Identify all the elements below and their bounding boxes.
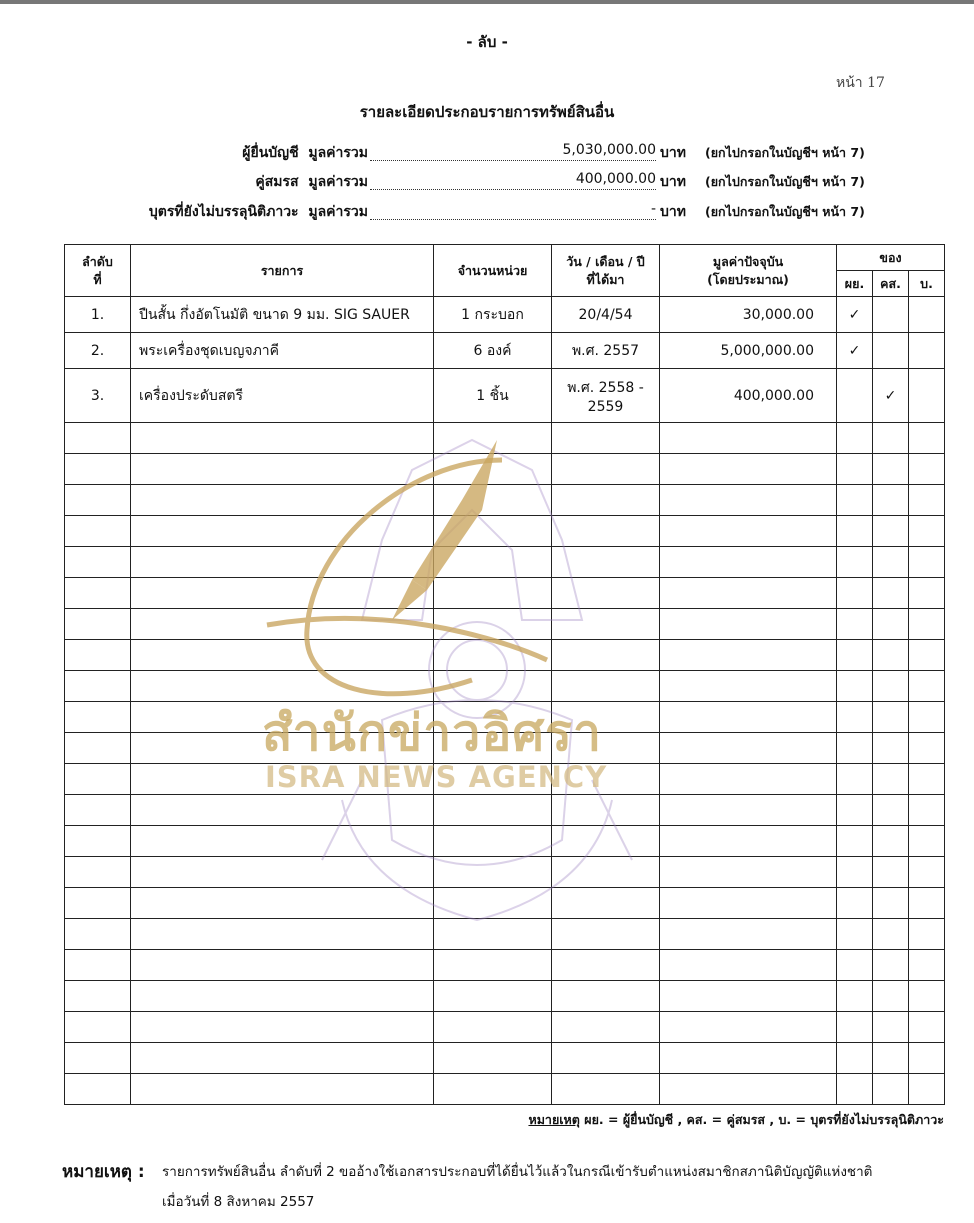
header-owner: ของ	[837, 245, 945, 271]
empty-cell	[660, 640, 837, 671]
empty-cell	[909, 578, 945, 609]
watermark-thai-text: สำนักข่าวอิศรา	[262, 704, 603, 762]
cell-item: พระเครื่องชุดเบญจภาคี	[131, 333, 434, 369]
empty-cell	[131, 981, 434, 1012]
empty-cell	[131, 1012, 434, 1043]
empty-table-row	[65, 485, 945, 516]
remark-line-1: รายการทรัพย์สินอื่น ลำดับที่ 2 ขออ้างใช้เอกสารประกอบที่ได้ยื่นไว้แล้วในกรณีเข้ารับตำแหน่งสมาชิกสภานิติบัญญัติแห่งชาติ	[162, 1164, 873, 1180]
summary-who: คู่สมรส มูลค่ารวม	[255, 174, 368, 190]
empty-cell	[660, 826, 837, 857]
secret-mark: - ลับ -	[466, 33, 508, 51]
empty-cell	[434, 795, 552, 826]
summary-value: 5,030,000.00	[370, 142, 656, 161]
top-scan-edge	[0, 0, 974, 4]
empty-cell	[660, 857, 837, 888]
empty-cell	[873, 609, 909, 640]
empty-cell	[660, 981, 837, 1012]
empty-cell	[873, 795, 909, 826]
empty-cell	[837, 702, 873, 733]
summary-who: ผู้ยื่นบัญชี มูลค่ารวม	[242, 145, 368, 161]
empty-cell	[909, 702, 945, 733]
empty-table-row	[65, 1043, 945, 1074]
remark-line-2: เมื่อวันที่ 8 สิงหาคม 2557	[162, 1194, 315, 1210]
empty-cell	[65, 1074, 131, 1105]
empty-cell	[660, 733, 837, 764]
cell-item: เครื่องประดับสตรี	[131, 369, 434, 423]
empty-table-row	[65, 981, 945, 1012]
asset-table	[64, 244, 945, 1105]
empty-cell	[434, 857, 552, 888]
empty-cell	[131, 547, 434, 578]
empty-cell	[552, 640, 660, 671]
empty-cell	[131, 423, 434, 454]
empty-cell	[660, 1012, 837, 1043]
cell-item: ปืนสั้น กึ่งอัตโนมัติ ขนาด 9 มม. SIG SAUER	[131, 297, 434, 333]
empty-cell	[660, 919, 837, 950]
empty-cell	[873, 1012, 909, 1043]
empty-cell	[131, 640, 434, 671]
empty-cell	[65, 950, 131, 981]
empty-cell	[873, 671, 909, 702]
empty-table-row	[65, 950, 945, 981]
cell-qty: 1 ชิ้น	[434, 369, 552, 423]
empty-cell	[131, 578, 434, 609]
legend-title: หมายเหตุ	[528, 1112, 580, 1127]
empty-table-row	[65, 640, 945, 671]
header-owner-spouse: คส.	[873, 271, 909, 297]
summary-value: 400,000.00	[370, 171, 656, 190]
check-declarant: ✓	[837, 333, 873, 369]
empty-cell	[131, 485, 434, 516]
header-qty: จำนวนหน่วย	[434, 245, 552, 297]
check-spouse	[873, 297, 909, 333]
empty-cell	[552, 1012, 660, 1043]
cell-date: พ.ศ. 2558 - 2559	[552, 369, 660, 423]
empty-cell	[909, 857, 945, 888]
empty-cell	[909, 423, 945, 454]
empty-cell	[65, 454, 131, 485]
summary-value: -	[370, 201, 656, 220]
empty-table-row	[65, 454, 945, 485]
empty-cell	[837, 950, 873, 981]
cell-no: 3.	[65, 369, 131, 423]
empty-cell	[837, 1043, 873, 1074]
empty-cell	[909, 764, 945, 795]
summary-row-declarant	[0, 142, 974, 164]
empty-cell	[873, 950, 909, 981]
empty-cell	[552, 547, 660, 578]
empty-cell	[660, 764, 837, 795]
empty-cell	[65, 578, 131, 609]
empty-cell	[65, 1012, 131, 1043]
empty-cell	[552, 454, 660, 485]
cell-no: 1.	[65, 297, 131, 333]
empty-cell	[65, 516, 131, 547]
empty-cell	[65, 981, 131, 1012]
empty-cell	[131, 454, 434, 485]
empty-cell	[837, 578, 873, 609]
empty-cell	[434, 516, 552, 547]
empty-cell	[552, 857, 660, 888]
empty-cell	[552, 609, 660, 640]
empty-cell	[909, 516, 945, 547]
empty-cell	[660, 454, 837, 485]
empty-cell	[131, 888, 434, 919]
empty-cell	[65, 485, 131, 516]
empty-cell	[660, 702, 837, 733]
cell-no: 2.	[65, 333, 131, 369]
empty-cell	[660, 423, 837, 454]
empty-cell	[909, 609, 945, 640]
empty-cell	[131, 919, 434, 950]
empty-cell	[65, 733, 131, 764]
table-row	[65, 333, 945, 369]
empty-cell	[873, 888, 909, 919]
empty-cell	[65, 671, 131, 702]
empty-cell	[131, 609, 434, 640]
empty-cell	[909, 888, 945, 919]
empty-cell	[552, 1043, 660, 1074]
empty-cell	[909, 485, 945, 516]
empty-cell	[65, 423, 131, 454]
empty-cell	[909, 547, 945, 578]
empty-cell	[131, 857, 434, 888]
empty-cell	[909, 733, 945, 764]
empty-cell	[434, 578, 552, 609]
empty-cell	[909, 826, 945, 857]
empty-cell	[660, 1074, 837, 1105]
header-no: ลำดับ ที่	[65, 245, 131, 297]
empty-cell	[909, 454, 945, 485]
empty-cell	[65, 702, 131, 733]
empty-cell	[837, 795, 873, 826]
empty-table-row	[65, 609, 945, 640]
check-child	[909, 297, 945, 333]
empty-cell	[552, 485, 660, 516]
empty-cell	[552, 826, 660, 857]
empty-cell	[873, 423, 909, 454]
empty-cell	[434, 454, 552, 485]
cell-value: 5,000,000.00	[660, 333, 837, 369]
empty-cell	[552, 795, 660, 826]
empty-cell	[131, 950, 434, 981]
empty-cell	[837, 857, 873, 888]
empty-table-row	[65, 1012, 945, 1043]
empty-cell	[65, 640, 131, 671]
watermark-english-text: ISRA NEWS AGENCY	[265, 760, 608, 794]
cell-qty: 6 องค์	[434, 333, 552, 369]
empty-cell	[873, 826, 909, 857]
cell-value: 30,000.00	[660, 297, 837, 333]
empty-cell	[434, 485, 552, 516]
cell-qty: 1 กระบอก	[434, 297, 552, 333]
empty-cell	[837, 547, 873, 578]
empty-cell	[873, 640, 909, 671]
empty-cell	[837, 1074, 873, 1105]
empty-cell	[909, 671, 945, 702]
empty-cell	[873, 764, 909, 795]
empty-cell	[434, 609, 552, 640]
empty-cell	[837, 919, 873, 950]
empty-cell	[873, 547, 909, 578]
empty-cell	[65, 857, 131, 888]
empty-cell	[837, 671, 873, 702]
empty-table-row	[65, 888, 945, 919]
empty-table-row	[65, 516, 945, 547]
empty-cell	[434, 826, 552, 857]
empty-cell	[131, 1043, 434, 1074]
empty-cell	[660, 609, 837, 640]
empty-cell	[65, 795, 131, 826]
check-child	[909, 369, 945, 423]
summary-row-spouse	[0, 171, 974, 193]
empty-cell	[131, 1074, 434, 1105]
empty-cell	[434, 1012, 552, 1043]
empty-cell	[837, 888, 873, 919]
empty-cell	[873, 702, 909, 733]
empty-cell	[873, 516, 909, 547]
cell-date: พ.ศ. 2557	[552, 333, 660, 369]
page-number: หน้า 17	[836, 75, 885, 91]
empty-cell	[873, 485, 909, 516]
empty-cell	[909, 981, 945, 1012]
empty-cell	[131, 826, 434, 857]
empty-cell	[434, 1074, 552, 1105]
empty-cell	[873, 1074, 909, 1105]
empty-cell	[837, 981, 873, 1012]
legend-text: ผย. = ผู้ยื่นบัญชี , คส. = คู่สมรส , บ. = บุตรที่ยังไม่บรรลุนิติภาวะ	[584, 1112, 944, 1127]
empty-cell	[660, 485, 837, 516]
empty-table-row	[65, 795, 945, 826]
empty-cell	[837, 764, 873, 795]
empty-cell	[837, 733, 873, 764]
summary-note: (ยกไปกรอกในบัญชีฯ หน้า 7)	[705, 174, 865, 189]
header-date: วัน / เดือน / ปี ที่ได้มา	[552, 245, 660, 297]
cell-date: 20/4/54	[552, 297, 660, 333]
empty-cell	[873, 578, 909, 609]
empty-cell	[660, 578, 837, 609]
empty-cell	[837, 485, 873, 516]
empty-cell	[552, 919, 660, 950]
empty-cell	[434, 950, 552, 981]
empty-cell	[552, 981, 660, 1012]
document-title: รายละเอียดประกอบรายการทรัพย์สินอื่น	[359, 103, 615, 121]
empty-cell	[65, 1043, 131, 1074]
empty-cell	[837, 826, 873, 857]
summary-who: บุตรที่ยังไม่บรรลุนิติภาวะ มูลค่ารวม	[148, 204, 368, 220]
empty-cell	[65, 888, 131, 919]
empty-cell	[837, 516, 873, 547]
empty-cell	[873, 733, 909, 764]
remark-label: หมายเหตุ :	[62, 1162, 145, 1182]
empty-cell	[837, 609, 873, 640]
empty-cell	[552, 888, 660, 919]
empty-table-row	[65, 826, 945, 857]
empty-cell	[434, 919, 552, 950]
header-owner-declarant: ผย.	[837, 271, 873, 297]
empty-cell	[909, 950, 945, 981]
summary-unit: บาท	[660, 145, 686, 161]
empty-cell	[65, 764, 131, 795]
check-declarant	[837, 369, 873, 423]
empty-cell	[873, 981, 909, 1012]
empty-cell	[552, 578, 660, 609]
summary-unit: บาท	[660, 174, 686, 190]
empty-table-row	[65, 547, 945, 578]
empty-cell	[65, 919, 131, 950]
header-value: มูลค่าปัจจุบัน (โดยประมาณ)	[660, 245, 837, 297]
empty-cell	[434, 981, 552, 1012]
check-child	[909, 333, 945, 369]
cell-value: 400,000.00	[660, 369, 837, 423]
empty-cell	[660, 516, 837, 547]
empty-cell	[837, 454, 873, 485]
summary-row-children	[0, 201, 974, 223]
empty-cell	[552, 423, 660, 454]
empty-cell	[909, 1012, 945, 1043]
summary-note: (ยกไปกรอกในบัญชีฯ หน้า 7)	[705, 145, 865, 160]
empty-cell	[552, 1074, 660, 1105]
empty-table-row	[65, 578, 945, 609]
empty-cell	[65, 609, 131, 640]
empty-cell	[909, 795, 945, 826]
empty-cell	[909, 1074, 945, 1105]
empty-table-row	[65, 857, 945, 888]
summary-unit: บาท	[660, 204, 686, 220]
header-item: รายการ	[131, 245, 434, 297]
empty-cell	[837, 1012, 873, 1043]
empty-cell	[434, 423, 552, 454]
empty-cell	[434, 547, 552, 578]
empty-cell	[873, 1043, 909, 1074]
empty-cell	[434, 1043, 552, 1074]
empty-table-row	[65, 1074, 945, 1105]
empty-cell	[873, 454, 909, 485]
empty-table-row	[65, 919, 945, 950]
empty-cell	[660, 888, 837, 919]
empty-cell	[837, 640, 873, 671]
empty-cell	[65, 547, 131, 578]
empty-cell	[909, 640, 945, 671]
empty-cell	[909, 1043, 945, 1074]
empty-cell	[660, 547, 837, 578]
empty-cell	[660, 1043, 837, 1074]
empty-table-row	[65, 423, 945, 454]
empty-cell	[660, 950, 837, 981]
empty-cell	[65, 826, 131, 857]
empty-cell	[434, 640, 552, 671]
check-spouse	[873, 333, 909, 369]
empty-cell	[660, 671, 837, 702]
check-declarant: ✓	[837, 297, 873, 333]
empty-cell	[660, 795, 837, 826]
empty-cell	[131, 516, 434, 547]
empty-cell	[837, 423, 873, 454]
table-row	[65, 369, 945, 423]
empty-cell	[873, 919, 909, 950]
header-owner-child: บ.	[909, 271, 945, 297]
empty-cell	[131, 795, 434, 826]
summary-note: (ยกไปกรอกในบัญชีฯ หน้า 7)	[705, 204, 865, 219]
abbreviation-legend	[528, 1110, 944, 1130]
empty-cell	[552, 950, 660, 981]
check-spouse: ✓	[873, 369, 909, 423]
empty-cell	[552, 516, 660, 547]
table-row	[65, 297, 945, 333]
empty-cell	[909, 919, 945, 950]
empty-cell	[873, 857, 909, 888]
empty-cell	[434, 888, 552, 919]
